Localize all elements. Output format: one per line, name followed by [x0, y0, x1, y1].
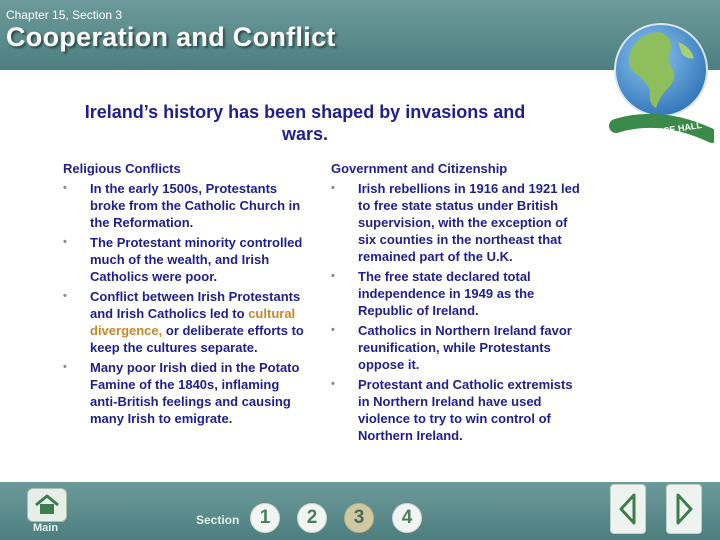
- section-1-button[interactable]: 1: [250, 503, 280, 533]
- bullet-dot-icon: •: [331, 182, 335, 194]
- bullet-dot-icon: •: [331, 270, 335, 282]
- main-home-button[interactable]: [27, 488, 67, 522]
- government-citizenship-column: [331, 160, 581, 447]
- forward-button[interactable]: [666, 484, 702, 534]
- column-heading-left: Religious Conflicts: [63, 161, 181, 176]
- list-item: • Conflict between Irish Protestants and Irish Catholics led to cultural divergence, or deliberate efforts to keep the cultures separate.: [63, 289, 304, 355]
- section-3-button[interactable]: 3: [344, 503, 374, 533]
- list-item: • The free state declared total independence in 1949 as the Republic of Ireland.: [331, 269, 535, 318]
- list-item: • Many poor Irish died in the Potato Famine of the 1840s, inflaming anti-British feelings and causing many Irish to emigrate.: [63, 360, 300, 426]
- back-button[interactable]: [610, 484, 646, 534]
- bullet-dot-icon: •: [331, 378, 335, 390]
- logo-text: PRENTICE HALL: [629, 119, 703, 142]
- bullet-dot-icon: •: [63, 361, 67, 373]
- forward-arrow-icon: [674, 493, 694, 525]
- back-arrow-icon: [618, 493, 638, 525]
- chapter-label: Chapter 15, Section 3: [6, 8, 123, 22]
- bullet-dot-icon: •: [63, 290, 67, 302]
- section-label: Section: [196, 513, 240, 527]
- bullet-list-left: [63, 180, 309, 427]
- list-item: • Catholics in Northern Ireland favor reunification, while Protestants oppose it.: [331, 323, 572, 372]
- page-title: Cooperation and Conflict: [6, 22, 336, 52]
- slide-subtitle: Ireland’s history has been shaped by invasions and wars.: [84, 102, 526, 144]
- home-icon: [34, 494, 60, 516]
- bullet-dot-icon: •: [63, 236, 67, 248]
- list-item: • In the early 1500s, Protestants broke from the Catholic Church in the Reformation.: [63, 181, 301, 230]
- religious-conflicts-column: [63, 160, 309, 430]
- main-label: Main: [33, 522, 59, 534]
- list-item: • The Protestant minority controlled much of the wealth, and Irish Catholics were poor.: [63, 235, 303, 284]
- column-heading-right: Government and Citizenship: [331, 161, 508, 176]
- section-2-button[interactable]: 2: [297, 503, 327, 533]
- bullet-dot-icon: •: [63, 182, 67, 194]
- bullet-list-right: [331, 180, 581, 444]
- cultural-divergence-term: cultural divergence,: [90, 306, 296, 338]
- list-item: • Irish rebellions in 1916 and 1921 led to free state status under British supervision, with the exception of six counties in the northeast that remained part of the U.K.: [331, 181, 580, 264]
- bullet-dot-icon: •: [331, 324, 335, 336]
- globe-logo: [608, 12, 714, 146]
- section-4-button[interactable]: 4: [392, 503, 422, 533]
- list-item: • Protestant and Catholic extremists in Northern Ireland have used violence to try to win control of Northern Ireland.: [331, 377, 573, 443]
